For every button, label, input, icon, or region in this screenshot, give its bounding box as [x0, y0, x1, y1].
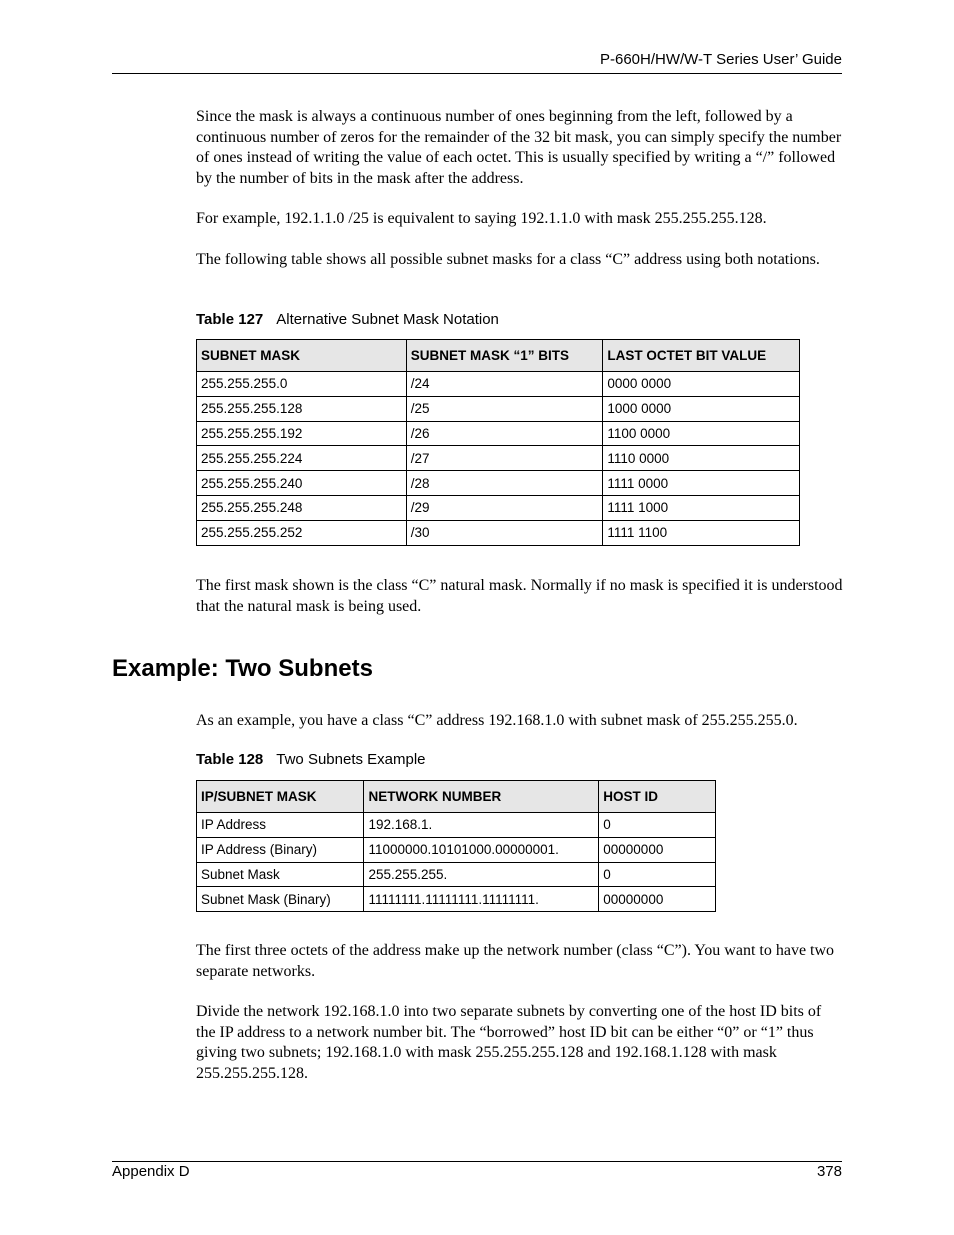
column-header: SUBNET MASK [197, 340, 407, 372]
table-cell: /26 [406, 421, 603, 446]
table-row [197, 471, 800, 496]
paragraph-network-number: The first three octets of the address make up the network number (class “C”). You want to have two separate networks. [196, 942, 835, 980]
table-cell: 00000000 [599, 887, 716, 912]
column-header: NETWORK NUMBER [364, 781, 599, 813]
table-cell: /30 [406, 520, 603, 545]
table-cell: 1110 0000 [603, 446, 800, 471]
table-row [197, 887, 716, 912]
table-row [197, 837, 716, 862]
table-cell: 00000000 [599, 837, 716, 862]
table-row [197, 446, 800, 471]
table-128-title: Two Subnets Example [276, 751, 426, 768]
footer-divider [112, 1161, 842, 1162]
table-cell: 1111 1000 [603, 495, 800, 520]
table-cell: /29 [406, 495, 603, 520]
table-128-number: Table 128 [196, 751, 264, 768]
column-header: LAST OCTET BIT VALUE [603, 340, 800, 372]
table-cell: 255.255.255.252 [197, 520, 407, 545]
table-cell: 255.255.255.224 [197, 446, 407, 471]
table-cell: 255.255.255. [364, 862, 599, 887]
paragraph-two-subnets-intro: As an example, you have a class “C” address 192.168.1.0 with subnet mask of 255.255.255.0. [196, 712, 798, 729]
table-cell: Subnet Mask [197, 862, 364, 887]
table-cell: IP Address (Binary) [197, 837, 364, 862]
paragraph-divide-network: Divide the network 192.168.1.0 into two separate subnets by converting one of the host ID bits of the IP address to a network number bit. The “borrowed” host ID bit can be either “0” or “1” thus giving two subnets; 192.168.1.0 with mask 255.255.255.128 and 192.168.1.128 with mask 255.255.255.128. [196, 1003, 822, 1082]
table-cell: 1000 0000 [603, 396, 800, 421]
table-header-row [197, 781, 716, 813]
running-header: P-660H/HW/W-T Series User’ Guide [599, 51, 842, 68]
table-row [197, 396, 800, 421]
table-cell: 255.255.255.0 [197, 372, 407, 397]
subnet-mask-notation-table [196, 339, 800, 546]
table-cell: 11111111.11111111.11111111. [364, 887, 599, 912]
table-row [197, 862, 716, 887]
table-cell: 255.255.255.128 [197, 396, 407, 421]
table-cell: 255.255.255.240 [197, 471, 407, 496]
two-subnets-table [196, 780, 716, 912]
header-divider [112, 73, 842, 74]
table-127-number: Table 127 [196, 311, 264, 328]
table-cell: 255.255.255.248 [197, 495, 407, 520]
table-row [197, 813, 716, 838]
table-row [197, 495, 800, 520]
table-127-caption [196, 311, 499, 328]
paragraph-mask-notation: Since the mask is always a continuous number of ones beginning from the left, followed by a continuous number of zeros for the remainder of the 32 bit mask, you can simply specify the number of ones instead of writing the value of each octet. This is usually specified by writing a “/” followed by the number of bits in the mask after the address. [196, 108, 842, 187]
column-header: IP/SUBNET MASK [197, 781, 364, 813]
table-cell: 1111 1100 [603, 520, 800, 545]
paragraph-natural-mask: The first mask shown is the class “C” natural mask. Normally if no mask is specified it is understood that the natural mask is being used. [196, 577, 843, 615]
table-cell: 11000000.10101000.00000001. [364, 837, 599, 862]
table-cell: 0000 0000 [603, 372, 800, 397]
table-header-row [197, 340, 800, 372]
column-header: HOST ID [599, 781, 716, 813]
table-cell: 0 [599, 813, 716, 838]
table-cell: 1100 0000 [603, 421, 800, 446]
column-header: SUBNET MASK “1” BITS [406, 340, 603, 372]
section-title: Example: Two Subnets [112, 655, 373, 682]
table-row [197, 372, 800, 397]
table-cell: 192.168.1. [364, 813, 599, 838]
table-128-caption [196, 751, 426, 768]
table-127-title: Alternative Subnet Mask Notation [276, 311, 499, 328]
table-cell: 255.255.255.192 [197, 421, 407, 446]
table-cell: IP Address [197, 813, 364, 838]
paragraph-table-intro: The following table shows all possible subnet masks for a class “C” address using both notations. [196, 251, 820, 268]
table-cell: /24 [406, 372, 603, 397]
table-cell: 0 [599, 862, 716, 887]
table-row [197, 421, 800, 446]
paragraph-example: For example, 192.1.1.0 /25 is equivalent to saying 192.1.1.0 with mask 255.255.255.128. [196, 210, 767, 227]
footer-appendix: Appendix D [112, 1163, 190, 1180]
table-cell: Subnet Mask (Binary) [197, 887, 364, 912]
table-cell: /28 [406, 471, 603, 496]
page-number: 378 [816, 1163, 842, 1180]
table-cell: /27 [406, 446, 603, 471]
table-row [197, 520, 800, 545]
table-cell: /25 [406, 396, 603, 421]
table-cell: 1111 0000 [603, 471, 800, 496]
